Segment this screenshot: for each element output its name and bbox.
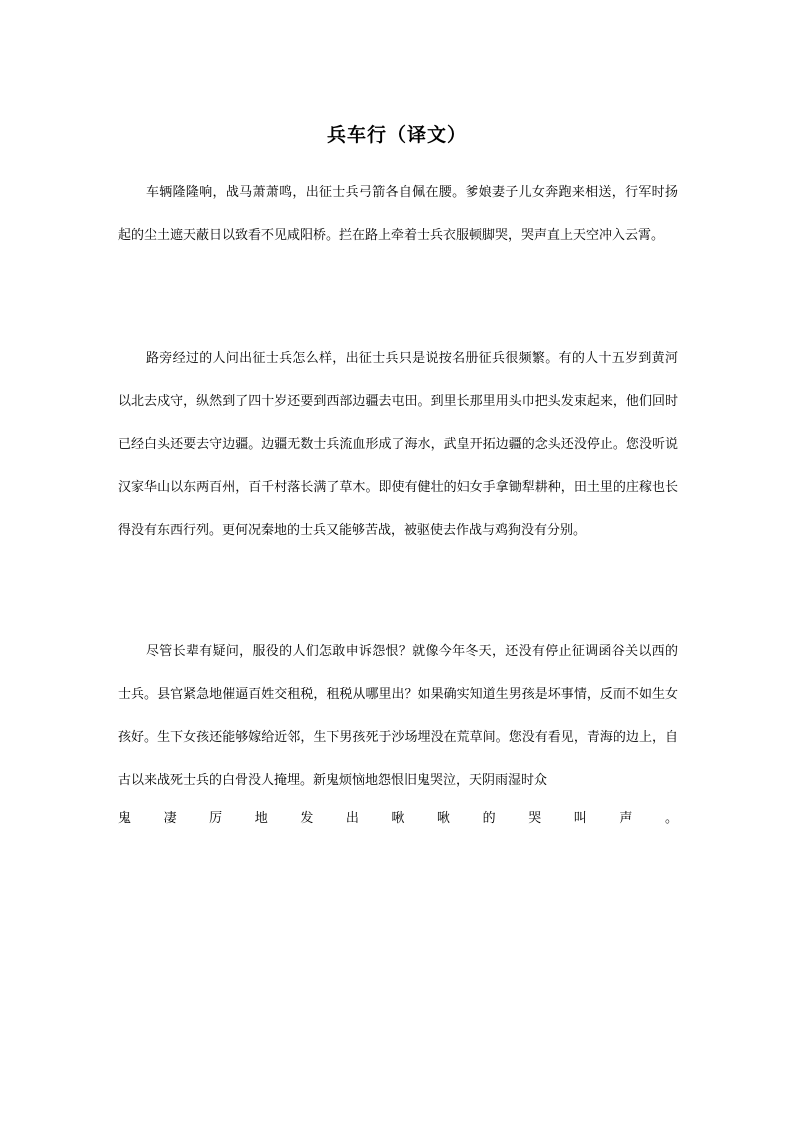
last-line-char: 叫 [573, 811, 587, 826]
paragraph-2: 路旁经过的人问出征士兵怎么样，出征士兵只是说按名册征兵很频繁。有的人十五岁到黄河以北去戍守，纵然到了四十岁还要到西部边疆去屯田。到里长那里用头巾把头发束起来，他们回时已经白头还要去守边疆。边疆无数士兵流血形成了海水，武皇开拓边疆的念头还没停止。您没听说汉家华山以东两百州，百千村落长满了草木。即使有健壮的妇女手拿锄犁耕种，田土里的庄稼也长得没有东西行列。更何况秦地的士兵又能够苦战，被驱使去作战与鸡狗没有分别。 [118, 351, 678, 538]
last-line-char: 出 [345, 811, 359, 826]
last-line-char: 发 [300, 811, 314, 826]
last-line-char: 声 [619, 811, 633, 826]
last-line-char: 鬼 [118, 811, 132, 826]
last-line-char: 地 [254, 811, 268, 826]
paragraph-1: 车辆隆隆响，战马萧萧鸣，出征士兵弓箭各自佩在腰。爹娘妻子儿女奔跑来相送，行军时扬起的尘土遮天蔽日以致看不见咸阳桥。拦在路上牵着士兵衣服顿脚哭，哭声直上天空冲入云霄。 [118, 185, 678, 243]
document-title: 兵车行（译文） [326, 124, 467, 146]
paragraph-3-last-line [118, 797, 678, 840]
last-line-char: 啾 [391, 811, 405, 826]
last-line-char: 厉 [209, 811, 223, 826]
last-line-char: 啾 [437, 811, 451, 826]
last-line-char: 凄 [163, 811, 177, 826]
paragraph-3: 尽管长辈有疑问，服役的人们怎敢申诉怨恨？就像今年冬天，还没有停止征调函谷关以西的士兵。县官紧急地催逼百姓交租税，租税从哪里出？如果确实知道生男孩是坏事情，反而不如生女孩好。生下女孩还能够嫁给近邻，生下男孩死于沙场埋没在荒草间。您没有看见，青海的边上，自古以来战死士兵的白骨没人掩埋。新鬼烦恼地怨恨旧鬼哭泣，天阴雨湿时众 [118, 644, 678, 788]
last-line-char: 的 [482, 811, 496, 826]
last-line-char: 哭 [528, 811, 542, 826]
last-line-char: 。 [664, 811, 678, 826]
